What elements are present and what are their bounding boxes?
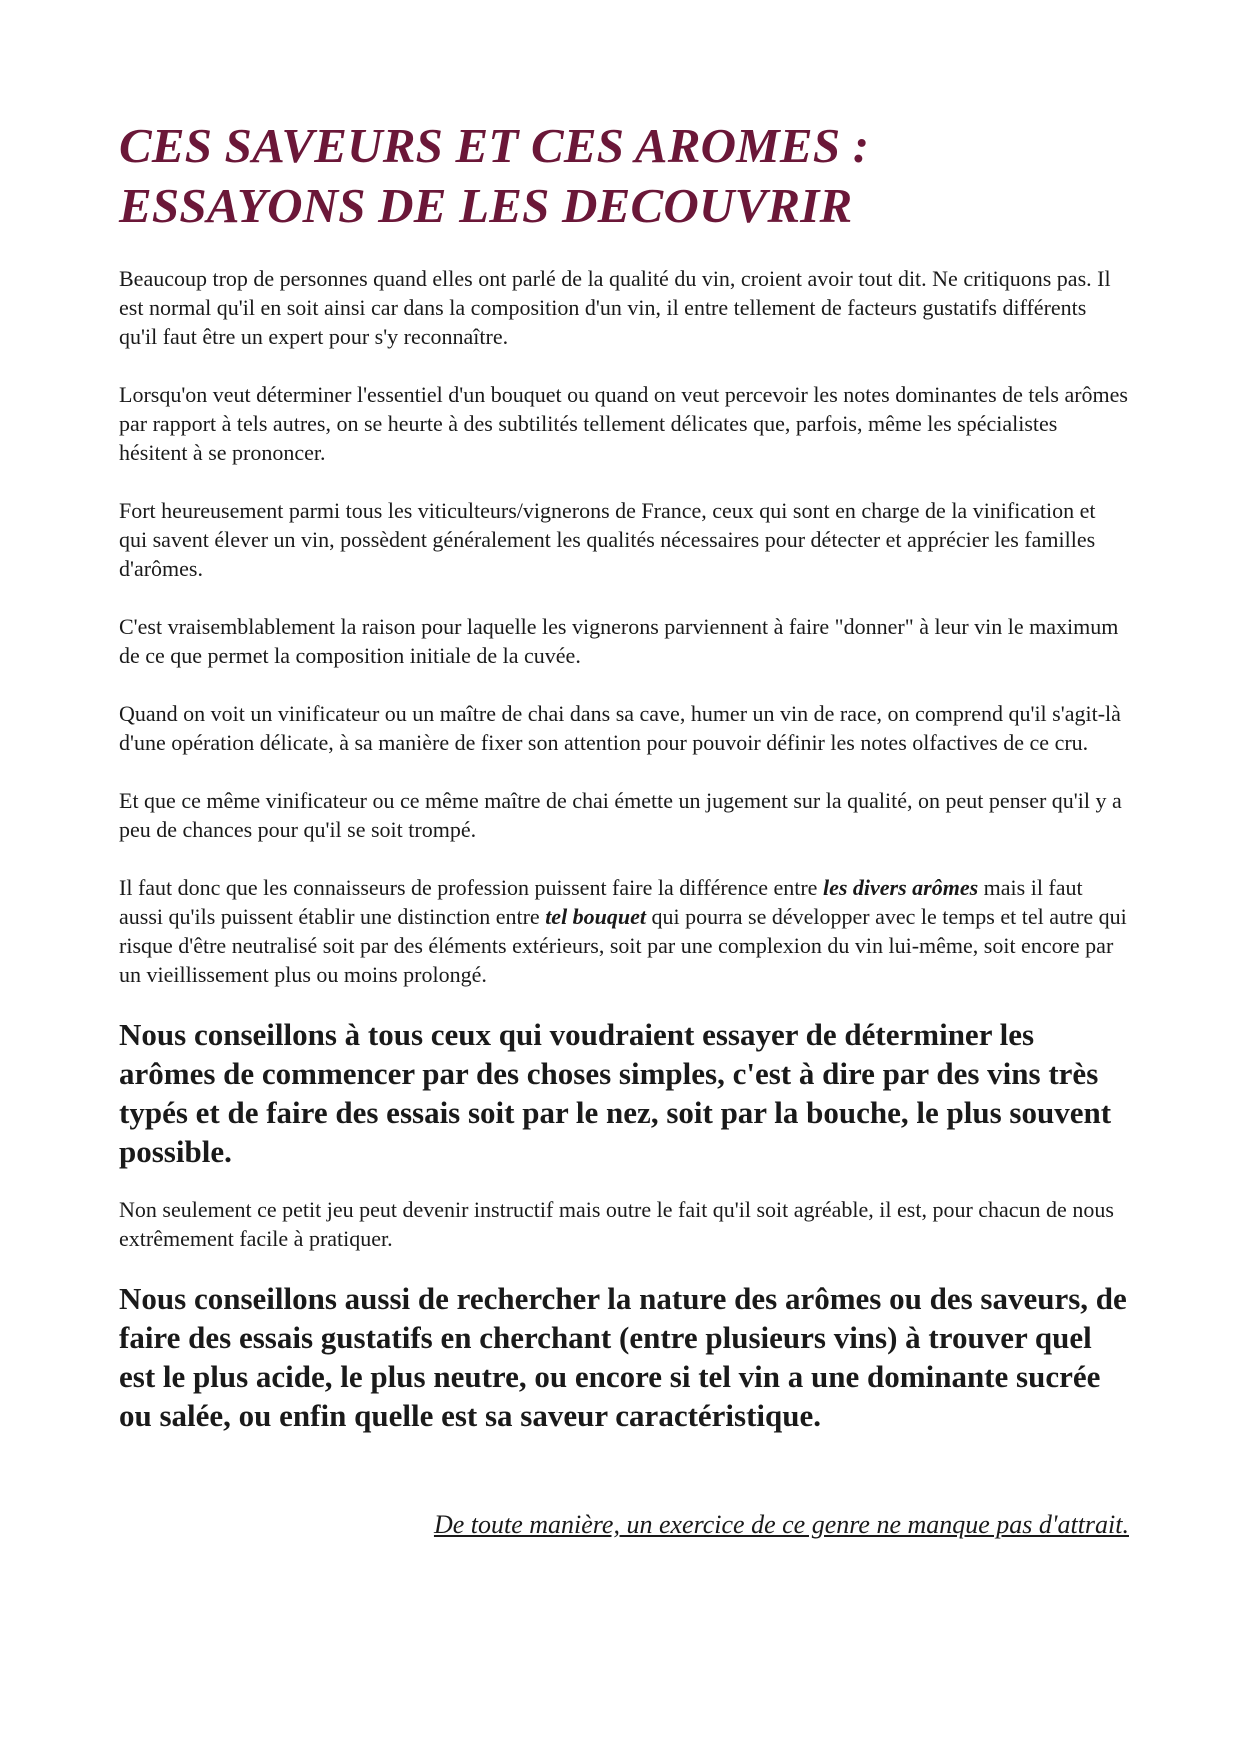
paragraph-jugement: Et que ce même vinificateur ou ce même maître de chai émette un jugement sur la qualité, on peut penser qu'il y a peu de chances pour qu'il se soit trompé. <box>119 788 1122 842</box>
paragraph-petit-jeu: Non seulement ce petit jeu peut devenir instructif mais outre le fait qu'il soit agréable, il est, pour chacun de nous extrêmement facile à pratiquer. <box>119 1197 1114 1251</box>
paragraph-intro: Beaucoup trop de personnes quand elles ont parlé de la qualité du vin, croient avoir tout dit. Ne critiquons pas. Il est normal qu'il en soit ainsi car dans la composition d'un vin, il entre tellement de facteurs gustatifs différents qu'il faut être un expert pour s'y reconnaître. <box>119 266 1111 349</box>
title-line-2: ESSAYONS DE LES DECOUVRIR <box>119 178 853 233</box>
paragraph-connaisseurs-part-2: mais il faut aussi qu'ils puissent établir une distinction entre <box>119 875 1083 929</box>
paragraph-connaisseurs-part-3: qui pourra se développer avec le temps et tel autre qui risque d'être neutralisé soit par des éléments extérieurs, soit par une complexion du vin lui-même, soit encore par un vieillissement plus ou moins prolongé. <box>119 904 1127 987</box>
document-page <box>119 116 1129 1541</box>
paragraph-connaisseurs <box>119 873 1129 989</box>
paragraph-vignerons: Fort heureusement parmi tous les viticulteurs/vignerons de France, ceux qui sont en charge de la vinification et qui savent élever un vin, possèdent généralement les qualités nécessaires pour détecter et apprécier les familles d'arômes. <box>119 498 1096 581</box>
page-title <box>119 116 1129 236</box>
paragraph-bouquet: Lorsqu'on veut déterminer l'essentiel d'un bouquet ou quand on veut percevoir les notes dominantes de tels arômes par rapport à tels autres, on se heurte à des subtilités tellement délicates que, parfois, même les spécialistes hésitent à se prononcer. <box>119 382 1128 465</box>
paragraph-connaisseurs-part-1: Il faut donc que les connaisseurs de profession puissent faire la différence entre <box>119 875 823 900</box>
advice-paragraph-1: Nous conseillons à tous ceux qui voudraient essayer de déterminer les arômes de commencer par des choses simples, c'est à dire par des vins très typés et de faire des essais soit par le nez, soit par la bouche, le plus souvent possible. <box>119 1017 1112 1169</box>
emphasis-tel-bouquet: tel bouquet <box>545 904 647 929</box>
emphasis-divers-aromes: les divers arômes <box>822 875 979 900</box>
title-line-1: CES SAVEURS ET CES AROMES : <box>119 118 870 173</box>
paragraph-raison: C'est vraisemblablement la raison pour laquelle les vignerons parviennent à faire "donner" à leur vin le maximum de ce que permet la composition initiale de la cuvée. <box>119 614 1119 668</box>
paragraph-vinificateur: Quand on voit un vinificateur ou un maître de chai dans sa cave, humer un vin de race, on comprend qu'il s'agit-là d'une opération délicate, à sa manière de fixer son attention pour pouvoir définir les notes olfactives de ce cru. <box>119 701 1121 755</box>
advice-paragraph-2: Nous conseillons aussi de rechercher la nature des arômes ou des saveurs, de faire des essais gustatifs en cherchant (entre plusieurs vins) à trouver quel est le plus acide, le plus neutre, ou encore si tel vin a une dominante sucrée ou salée, ou enfin quelle est sa saveur caractéristique. <box>119 1281 1127 1433</box>
closing-line: De toute manière, un exercice de ce genre ne manque pas d'attrait. <box>433 1510 1129 1539</box>
